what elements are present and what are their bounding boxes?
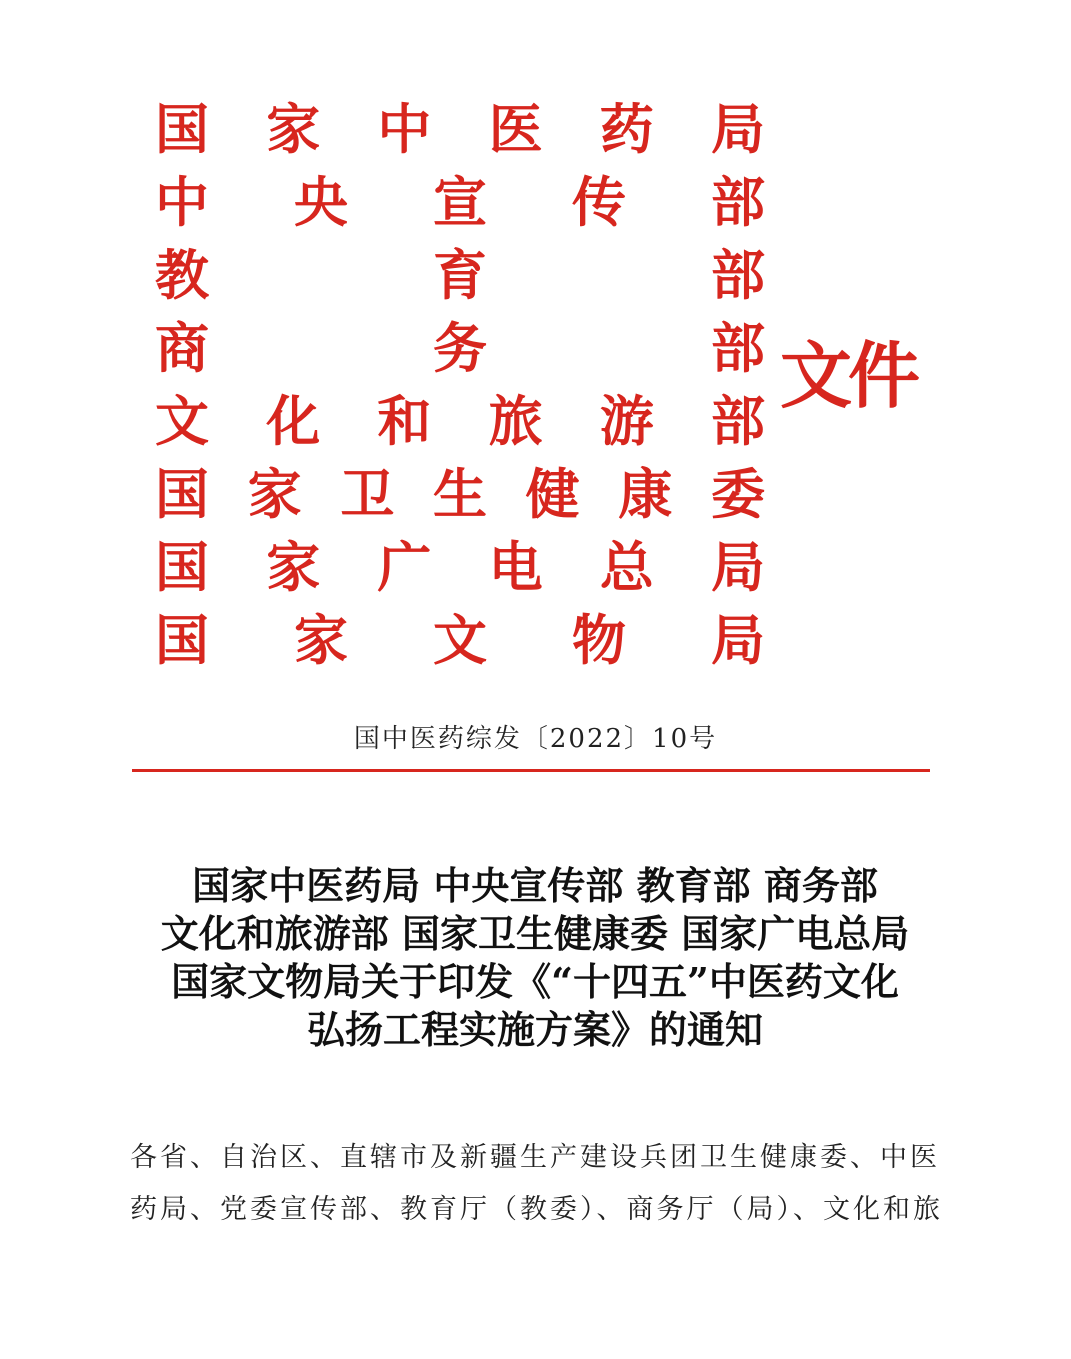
- issuer-char: 局: [711, 607, 765, 672]
- issuer-char: 局: [710, 96, 765, 161]
- issuer-char: 传: [572, 169, 626, 234]
- issuer-char: 国: [155, 96, 209, 161]
- issuer-row: [155, 384, 765, 457]
- issuer-row: [155, 603, 765, 676]
- issuer-char: 中: [377, 96, 432, 161]
- document-suffix: 文件: [780, 333, 917, 418]
- issuer-char: 务: [433, 315, 487, 380]
- issuer-char: 医: [488, 96, 543, 161]
- addressee-paragraph: [130, 1132, 943, 1236]
- issuer-char: 卫: [340, 461, 395, 526]
- issuer-char: 家: [266, 96, 321, 161]
- issuer-char: 化: [266, 388, 321, 453]
- issuer-char: 局: [710, 534, 765, 599]
- issuer-char: 文: [433, 607, 487, 672]
- issuer-char: 家: [247, 461, 302, 526]
- issuer-row: [155, 92, 765, 165]
- issuer-char: 广: [377, 534, 432, 599]
- document-title: [110, 862, 960, 1054]
- addressee-line: 各省、自治区、直辖市及新疆生产建设兵团卫生健康委、中医: [130, 1142, 940, 1173]
- issuer-row: [155, 238, 765, 311]
- issuer-char: 部: [711, 242, 765, 307]
- issuer-char: 部: [710, 388, 765, 453]
- issuer-char: 国: [155, 607, 209, 672]
- issuer-char: 游: [599, 388, 654, 453]
- issuer-char: 家: [266, 534, 321, 599]
- issuer-row: [155, 530, 765, 603]
- title-line: 国家中医药局 中央宣传部 教育部 商务部: [192, 863, 878, 908]
- issuer-char: 委: [710, 461, 765, 526]
- title-line: 文化和旅游部 国家卫生健康委 国家广电总局: [160, 911, 910, 956]
- issuer-char: 电: [488, 534, 543, 599]
- issuer-char: 旅: [488, 388, 543, 453]
- issuer-char: 宣: [433, 169, 487, 234]
- title-line: 弘扬工程实施方案》的通知: [306, 1007, 763, 1052]
- issuer-char: 药: [599, 96, 654, 161]
- issuer-row: [155, 165, 765, 238]
- issuer-char: 康: [618, 461, 673, 526]
- issuer-char: 和: [377, 388, 432, 453]
- document-number: 国中医药综发〔2022〕10号: [353, 724, 718, 754]
- issuing-authorities: [155, 92, 765, 676]
- issuer-char: 生: [432, 461, 487, 526]
- issuer-char: 教: [155, 242, 209, 307]
- issuer-char: 文: [155, 388, 209, 453]
- issuer-char: 国: [155, 461, 209, 526]
- issuer-char: 部: [711, 169, 765, 234]
- issuer-char: 央: [294, 169, 348, 234]
- title-line: 国家文物局关于印发《“十四五”中医药文化: [171, 959, 899, 1004]
- issuer-row: [155, 311, 765, 384]
- issuer-char: 中: [155, 169, 209, 234]
- issuer-char: 育: [433, 242, 487, 307]
- issuer-row: [155, 457, 765, 530]
- red-divider: [132, 769, 930, 772]
- issuer-char: 家: [294, 607, 348, 672]
- issuer-char: 国: [155, 534, 209, 599]
- issuer-char: 物: [572, 607, 626, 672]
- issuer-char: 总: [599, 534, 654, 599]
- addressee-line: 药局、党委宣传部、教育厅（教委）、商务厅（局）、文化和旅: [130, 1194, 943, 1225]
- issuer-char: 商: [155, 315, 209, 380]
- issuer-char: 部: [711, 315, 765, 380]
- issuer-char: 健: [525, 461, 580, 526]
